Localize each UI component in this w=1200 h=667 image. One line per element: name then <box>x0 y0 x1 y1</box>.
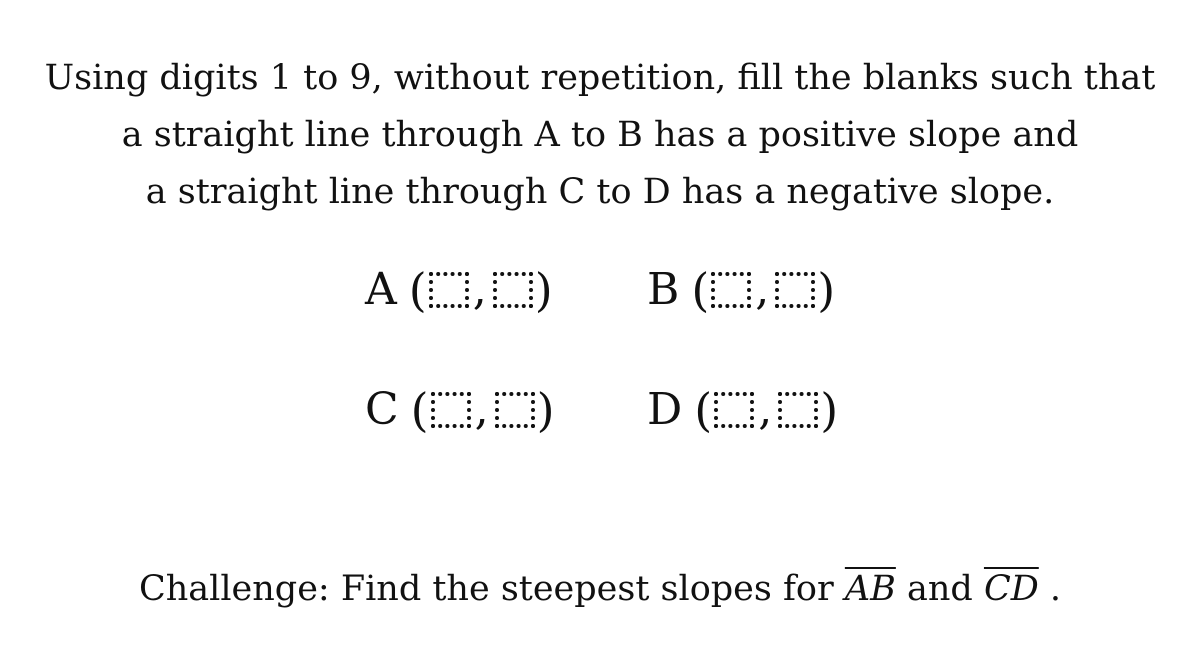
challenge-prefix: Challenge: Find the steepest slopes for <box>138 569 845 609</box>
comma: , <box>474 384 489 435</box>
point-a <box>365 262 553 318</box>
segment-ab: $\overline{AB}$ <box>844 569 896 609</box>
comma: , <box>755 264 770 315</box>
y-coordinate-blank[interactable] <box>775 272 815 308</box>
point-letter: D <box>647 384 683 435</box>
comma: , <box>472 264 487 315</box>
challenge-joiner: and <box>895 569 984 609</box>
y-coordinate-blank[interactable] <box>493 272 533 308</box>
point-b <box>647 262 835 318</box>
instructions <box>0 50 1200 221</box>
y-coordinate-blank[interactable] <box>778 392 818 428</box>
instruction-line-1: Using digits 1 to 9, without repetition, fill the blanks such that <box>44 58 1156 98</box>
segment-cd: $\overline{CD}$ <box>983 569 1039 609</box>
x-coordinate-blank[interactable] <box>429 272 469 308</box>
y-coordinate-blank[interactable] <box>495 392 535 428</box>
instruction-line-3: a straight line through C to D has a negative slope. <box>145 172 1055 212</box>
close-paren: ) <box>534 263 553 317</box>
comma: , <box>758 384 773 435</box>
point-letter: C <box>365 384 399 435</box>
challenge-text <box>0 566 1200 612</box>
x-coordinate-blank[interactable] <box>431 392 471 428</box>
point-d <box>647 382 838 438</box>
open-paren: ( <box>691 263 710 317</box>
point-letter: A <box>365 264 397 315</box>
open-paren: ( <box>408 263 427 317</box>
x-coordinate-blank[interactable] <box>714 392 754 428</box>
close-paren: ) <box>820 383 839 437</box>
point-c <box>365 382 555 438</box>
instruction-line-2: a straight line through A to B has a positive slope and <box>121 115 1079 155</box>
close-paren: ) <box>536 383 555 437</box>
open-paren: ( <box>410 383 429 437</box>
challenge-suffix: . <box>1038 569 1062 609</box>
x-coordinate-blank[interactable] <box>711 272 751 308</box>
close-paren: ) <box>817 263 836 317</box>
point-letter: B <box>647 264 680 315</box>
open-paren: ( <box>694 383 713 437</box>
